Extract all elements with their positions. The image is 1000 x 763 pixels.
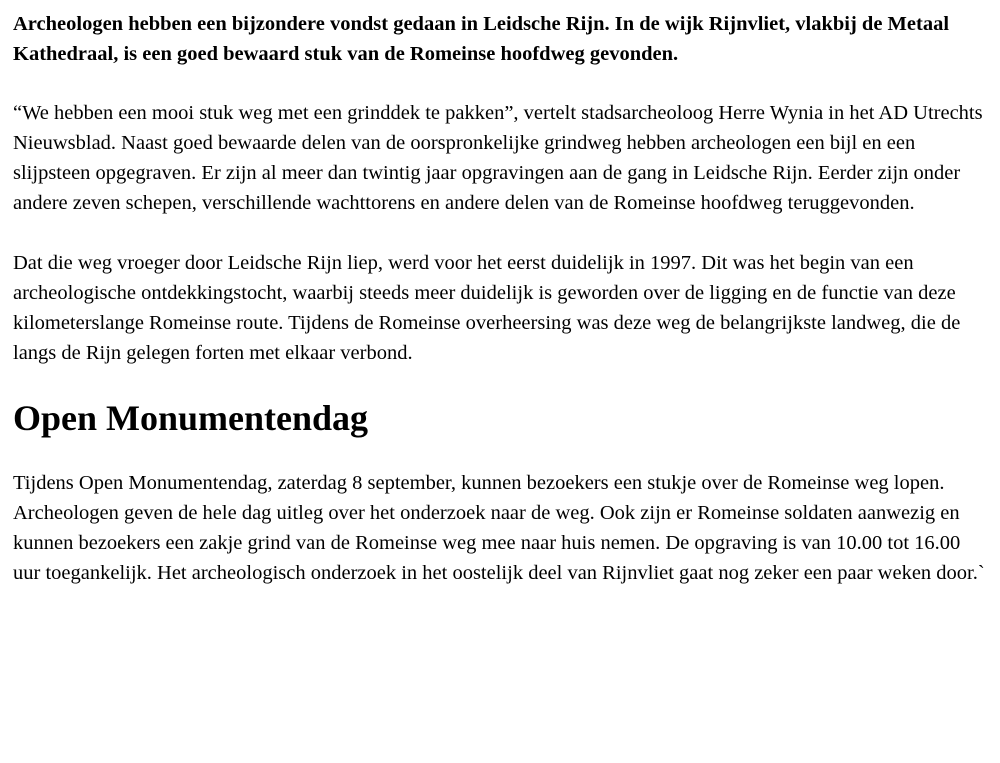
article-paragraph-1: “We hebben een mooi stuk weg met een grinddek te pakken”, vertelt stadsarcheoloog Herre Wynia in het AD Utrechts Nieuwsblad. Naast goed bewaarde delen van de oorspronkelijke grindweg hebben archeologen een bijl en een slijpsteen opgegraven. Er zijn al meer dan twintig jaar opgravingen aan de gang in Leidsche Rijn. Eerder zijn onder andere zeven schepen, verschillende wachttorens en andere delen van de Romeinse hoofdweg teruggevonden. (13, 102, 983, 214)
article-lead: Archeologen hebben een bijzondere vondst gedaan in Leidsche Rijn. In de wijk Rijnvliet, vlakbij de Metaal Kathedraal, is een goed bewaard stuk van de Romeinse hoofdweg gevonden. (13, 13, 950, 65)
section-heading: Open Monumentendag (13, 398, 369, 438)
section-paragraph: Tijdens Open Monumentendag, zaterdag 8 september, kunnen bezoekers een stukje over de Romeinse weg lopen. Archeologen geven de hele dag uitleg over het onderzoek naar de weg. Ook zijn er Romeinse soldaten aanwezig en kunnen bezoekers een zakje grind van de Romeinse weg mee naar huis nemen. De opgraving is van 10.00 tot 16.00 uur toegankelijk. Het archeologisch onderzoek in het oostelijk deel van Rijnvliet gaat nog zeker een paar weken door.` (13, 472, 985, 584)
article-paragraph-2: Dat die weg vroeger door Leidsche Rijn liep, werd voor het eerst duidelijk in 1997. Dit was het begin van een archeologische ontdekkingstocht, waarbij steeds meer duidelijk is geworden over de ligging en de functie van deze kilometerslange Romeinse route. Tijdens de Romeinse overheersing was deze weg de belangrijkste landweg, die de langs de Rijn gelegen forten met elkaar verbond. (13, 252, 961, 364)
